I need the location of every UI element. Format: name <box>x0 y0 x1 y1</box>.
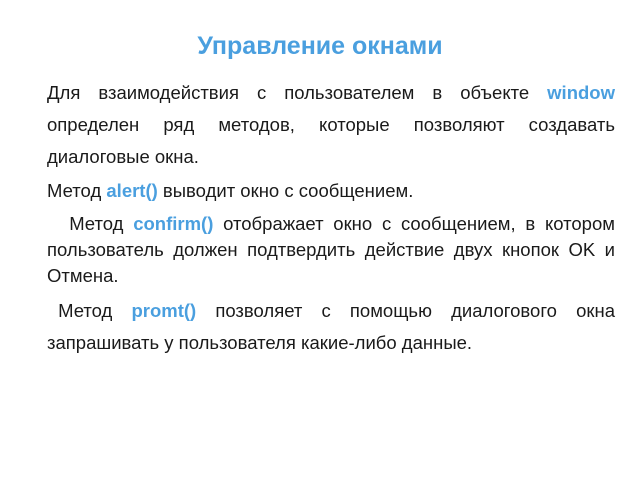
paragraph-window-intro <box>47 77 615 173</box>
keyword-window: window <box>547 82 615 103</box>
p3-text-after: отображает окно с сообщением, в котором пользователь должен подтвердить действие двух кнопок OK и Отмена. <box>47 213 615 286</box>
p2-text-after: выводит окно с сообщением. <box>157 180 414 201</box>
p3-text-before: Метод <box>69 213 134 234</box>
keyword-promt: promt() <box>131 300 197 321</box>
paragraph-promt <box>47 295 615 359</box>
p4-text-before: Метод <box>58 300 132 321</box>
p4-text-after: позволяет с помощью диалогового окна запрашивать у пользователя какие-либо данные. <box>47 300 615 353</box>
p2-text-before: Метод <box>47 180 107 201</box>
keyword-alert: alert() <box>106 180 158 201</box>
p1-text-before: Для взаимодействия с пользователем в объекте <box>47 82 548 103</box>
slide-title: Управление окнами <box>197 32 443 60</box>
keyword-confirm: confirm() <box>133 213 214 234</box>
p1-text-after: определен ряд методов, которые позволяют создавать диалоговые окна. <box>47 114 615 167</box>
paragraph-alert <box>47 176 615 205</box>
paragraph-confirm <box>47 211 615 289</box>
